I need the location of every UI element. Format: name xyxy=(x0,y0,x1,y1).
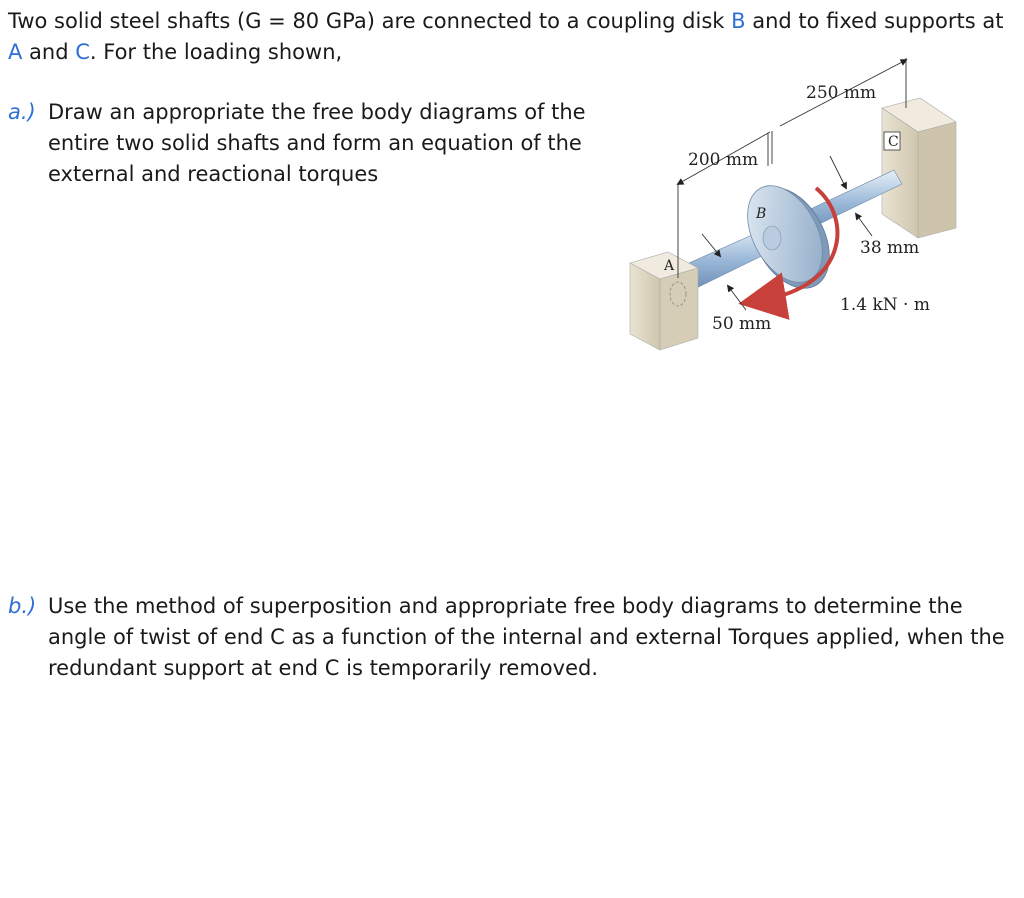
question-a xyxy=(8,97,588,190)
label-B: B xyxy=(731,9,746,33)
dim-50-label: 50 mm xyxy=(712,314,772,334)
label-C: C xyxy=(75,40,90,64)
question-b-text: Use the method of superposition and appropriate free body diagrams to determine the angle of twist of end C as a function of the internal and external Torques applied, when the redundant support at end C is temporarily removed. xyxy=(48,594,1005,680)
intro-text-2: and to fixed supports at xyxy=(745,9,1004,33)
intro-text-1: Two solid steel shafts (G = 80 GPa) are connected to a coupling disk xyxy=(8,9,732,33)
question-b xyxy=(8,591,1008,684)
label-A: A xyxy=(8,40,23,64)
intro-text-4: . For the loading shown, xyxy=(89,40,343,64)
question-b-label: b.) xyxy=(8,594,37,618)
question-a-label: a.) xyxy=(8,100,36,124)
dim-200-label: 200 mm xyxy=(688,150,759,170)
dim-38-label: 38 mm xyxy=(860,238,920,258)
support-C xyxy=(882,98,956,238)
dim-250-label: 250 mm xyxy=(806,83,877,103)
question-a-text: Draw an appropriate the free body diagrams of the entire two solid shafts and form an equation of the external and reactional torques xyxy=(48,100,586,186)
intro-text-3: and xyxy=(22,40,76,64)
figure-label-A: A xyxy=(664,258,675,274)
shaft-figure xyxy=(620,48,980,358)
figure-label-C: C xyxy=(888,134,899,150)
torque-label: 1.4 kN · m xyxy=(840,295,930,315)
figure-label-B: B xyxy=(756,206,767,222)
